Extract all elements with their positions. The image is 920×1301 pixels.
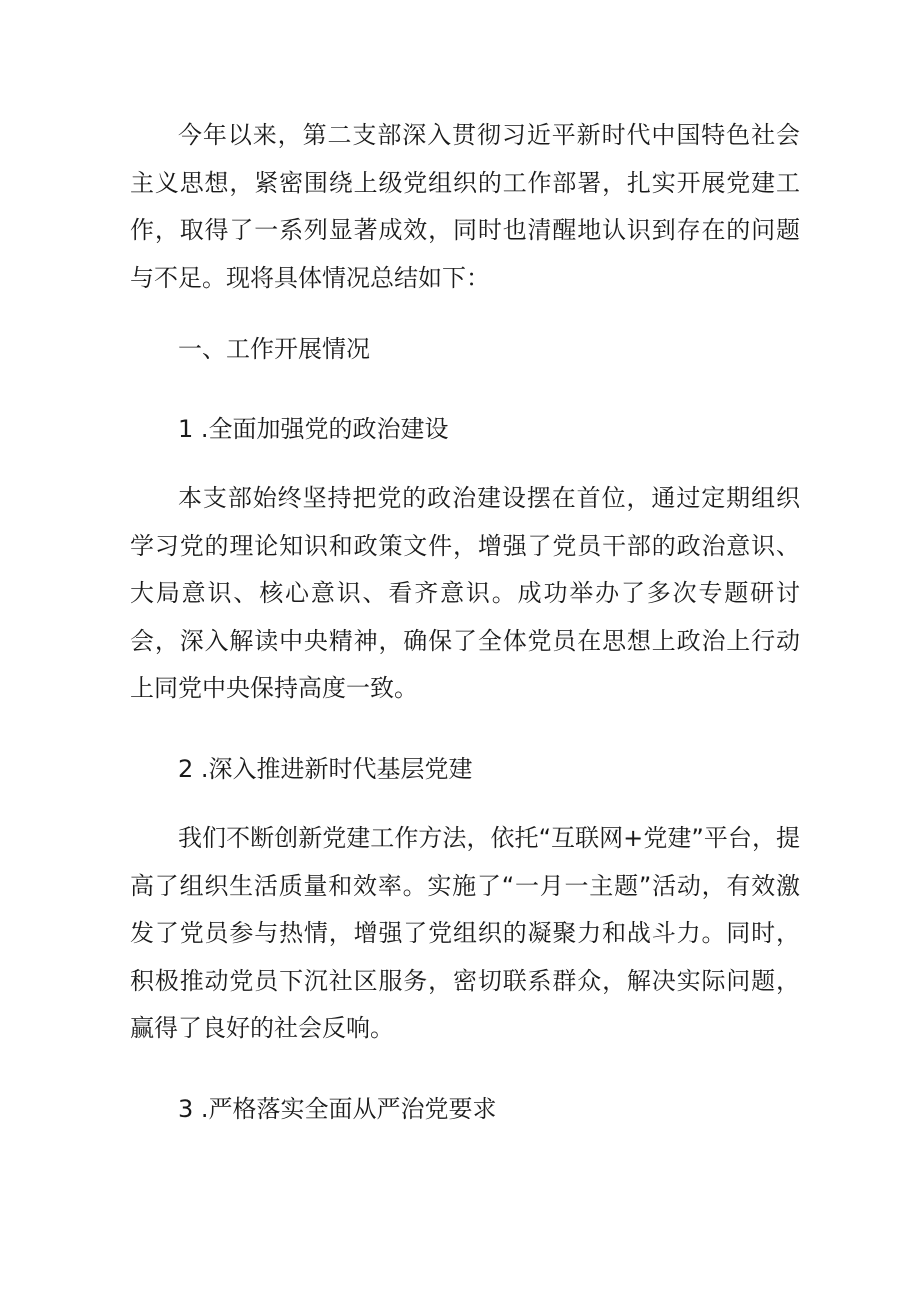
item-body-political-building: 本支部始终坚持把党的政治建设摆在首位，通过定期组织学习党的理论知识和政策文件，增强了党员干部的政治意识、大局意识、核心意识、看齐意识。成功举办了多次专题研讨会，深入解读中央精神，确保了全体党员在思想上政治上行动上同党中央保持高度一致。: [130, 484, 800, 702]
section-heading-work-progress: 一、工作开展情况: [178, 335, 370, 363]
item-body-grassroots-party-building: 我们不断创新党建工作方法，依托“互联网+党建”平台，提高了组织生活质量和效率。实施了“一月一主题”活动，有效激发了党员参与热情，增强了党组织的凝聚力和战斗力。同时，积极推动党员下沉社区服务，密切联系群众，解决实际问题，赢得了良好的社会反响。: [130, 824, 800, 1042]
intro-paragraph: 今年以来，第二支部深入贯彻习近平新时代中国特色社会主义思想，紧密围绕上级党组织的工作部署，扎实开展党建工作，取得了一系列显著成效，同时也清醒地认识到存在的问题与不足。现将具体情况总结如下：: [130, 121, 800, 292]
item-heading-political-building: 1 .全面加强党的政治建设: [178, 415, 449, 443]
item-heading-strict-governance: 3 .严格落实全面从严治党要求: [178, 1095, 497, 1123]
item-heading-grassroots-party-building: 2 .深入推进新时代基层党建: [178, 755, 473, 783]
